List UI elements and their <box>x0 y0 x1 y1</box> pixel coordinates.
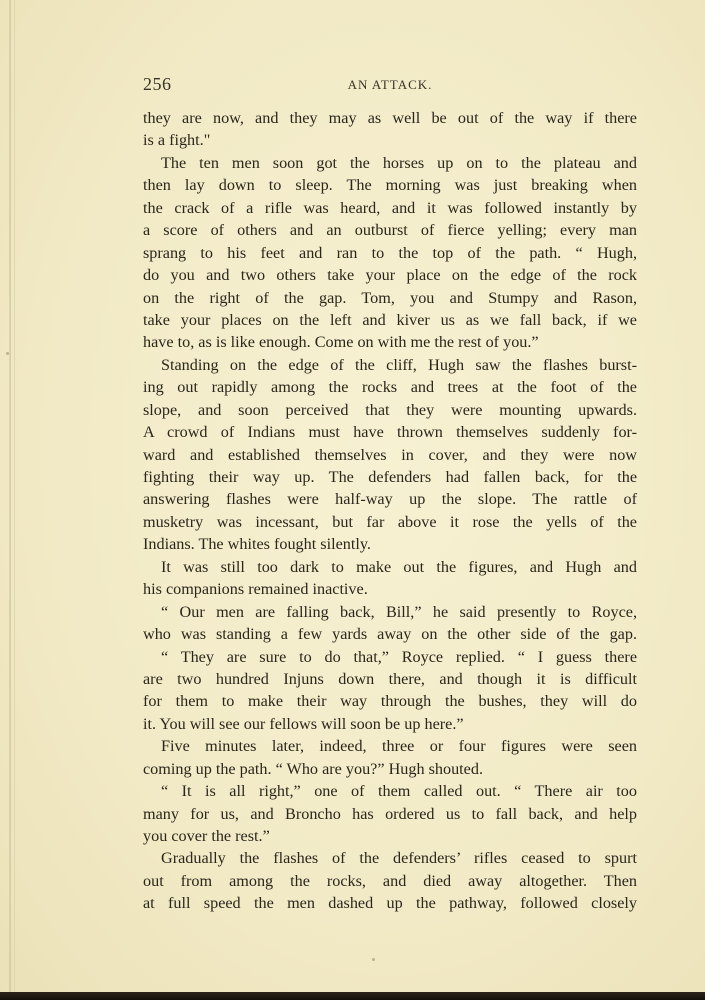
text-line: are two hundred Injuns down there, and though it is difficult <box>143 669 637 688</box>
text-line: a score of others and an outburst of fierce yelling; every man <box>143 221 637 240</box>
text-line: answering flashes were half-way up the slope. The rattle of <box>143 490 637 509</box>
text-line: slope, and soon perceived that they were mounting upwards. <box>143 400 637 419</box>
paper-speck <box>372 958 375 961</box>
text-line: is a fight." <box>143 131 211 150</box>
text-line: at full speed the men dashed up the pathway, followed closely <box>143 894 637 913</box>
text-line: ing out rapidly among the rocks and trees at the foot of the <box>143 378 637 397</box>
page-number: 256 <box>143 74 172 94</box>
body-text <box>143 107 637 915</box>
paper-speck <box>6 352 9 355</box>
text-line: on the right of the gap. Tom, you and Stumpy and Rason, <box>143 288 637 307</box>
text-line: musketry was incessant, but far above it rose the yells of the <box>143 512 637 531</box>
text-line: out from among the rocks, and died away altogether. Then <box>143 871 637 890</box>
text-line: A crowd of Indians must have thrown themselves suddenly for- <box>143 423 637 442</box>
text-line: Five minutes later, indeed, three or four figures were seen <box>161 737 637 756</box>
running-head: AN ATTACK. <box>347 77 433 92</box>
binding-gutter-line <box>14 0 15 1000</box>
text-line: who was standing a few yards away on the other side of the gap. <box>143 625 637 644</box>
text-line: “ Our men are falling back, Bill,” he said presently to Royce, <box>161 602 637 621</box>
text-line: “ It is all right,” one of them called out. “ There air too <box>161 782 637 801</box>
text-line: coming up the path. “ Who are you?” Hugh shouted. <box>143 759 484 778</box>
text-line: take your places on the left and kiver us as we fall back, if we <box>143 310 637 329</box>
text-line: then lay down to sleep. The morning was just breaking when <box>143 176 637 195</box>
text-line: the crack of a rifle was heard, and it was followed instantly by <box>143 198 637 217</box>
text-line: Standing on the edge of the cliff, Hugh saw the flashes burst- <box>161 355 637 374</box>
text-line: do you and two others take your place on the edge of the rock <box>143 266 637 285</box>
text-line: fighting their way up. The defenders had fallen back, for the <box>143 468 637 486</box>
text-line: many for us, and Broncho has ordered us to fall back, and help <box>143 804 637 823</box>
text-line: ward and established themselves in cover, and they were now <box>143 445 637 464</box>
text-line: they are now, and they may as well be out of the way if there <box>143 109 637 127</box>
page-header <box>143 74 637 94</box>
text-line: Indians. The whites fought silently. <box>143 535 371 554</box>
page-bottom-edge <box>0 992 705 1000</box>
text-line: Gradually the flashes of the defenders’ rifles ceased to spurt <box>161 849 637 868</box>
text-line: have to, as is like enough. Come on with me the rest of you.” <box>143 333 539 352</box>
text-line: It was still too dark to make out the figures, and Hugh and <box>161 557 637 576</box>
text-line: his companions remained inactive. <box>143 580 368 599</box>
text-line: it. You will see our fellows will soon be up here.” <box>143 714 464 733</box>
text-line: “ They are sure to do that,” Royce replied. “ I guess there <box>161 647 637 666</box>
text-line: sprang to his feet and ran to the top of the path. “ Hugh, <box>143 243 637 262</box>
text-line: for them to make their way through the bushes, they will do <box>143 692 637 711</box>
binding-gutter-shadow <box>9 0 11 1000</box>
text-line: The ten men soon got the horses up on to the plateau and <box>161 153 637 172</box>
text-line: you cover the rest.” <box>143 827 270 845</box>
